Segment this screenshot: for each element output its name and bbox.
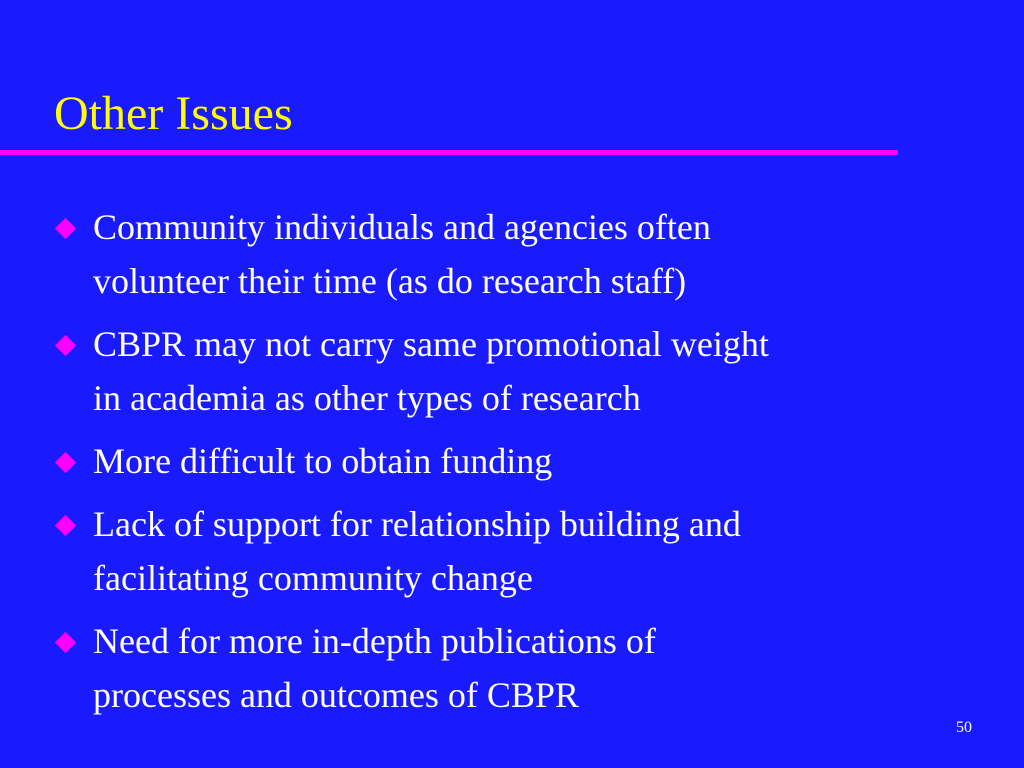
- bullet-item: [0, 614, 1000, 722]
- bullet-text-line: Lack of support for relationship building and: [93, 504, 741, 544]
- bullet-text-line: processes and outcomes of CBPR: [93, 675, 579, 715]
- bullet-text-line: Community individuals and agencies often: [93, 207, 711, 247]
- bullet-text-line: CBPR may not carry same promotional weight: [93, 324, 769, 364]
- bullet-list: [0, 200, 1000, 731]
- bullet-item: [0, 200, 1000, 308]
- bullet-item: [0, 434, 1000, 488]
- bullet-text-line: facilitating community change: [93, 558, 533, 598]
- diamond-bullet-icon: [55, 515, 76, 536]
- bullet-text-line: Need for more in-depth publications of: [93, 621, 656, 661]
- bullet-item: [0, 497, 1000, 605]
- page-number: 50: [956, 719, 972, 736]
- bullet-text-line: More difficult to obtain funding: [93, 441, 553, 481]
- title-divider: [0, 150, 898, 155]
- bullet-text-line: volunteer their time (as do research staff): [93, 261, 687, 301]
- diamond-bullet-icon: [55, 452, 76, 473]
- bullet-text-line: in academia as other types of research: [93, 378, 641, 418]
- diamond-bullet-icon: [55, 218, 76, 239]
- slide-title: Other Issues: [54, 87, 293, 140]
- diamond-bullet-icon: [55, 335, 76, 356]
- diamond-bullet-icon: [55, 632, 76, 653]
- bullet-item: [0, 317, 1000, 425]
